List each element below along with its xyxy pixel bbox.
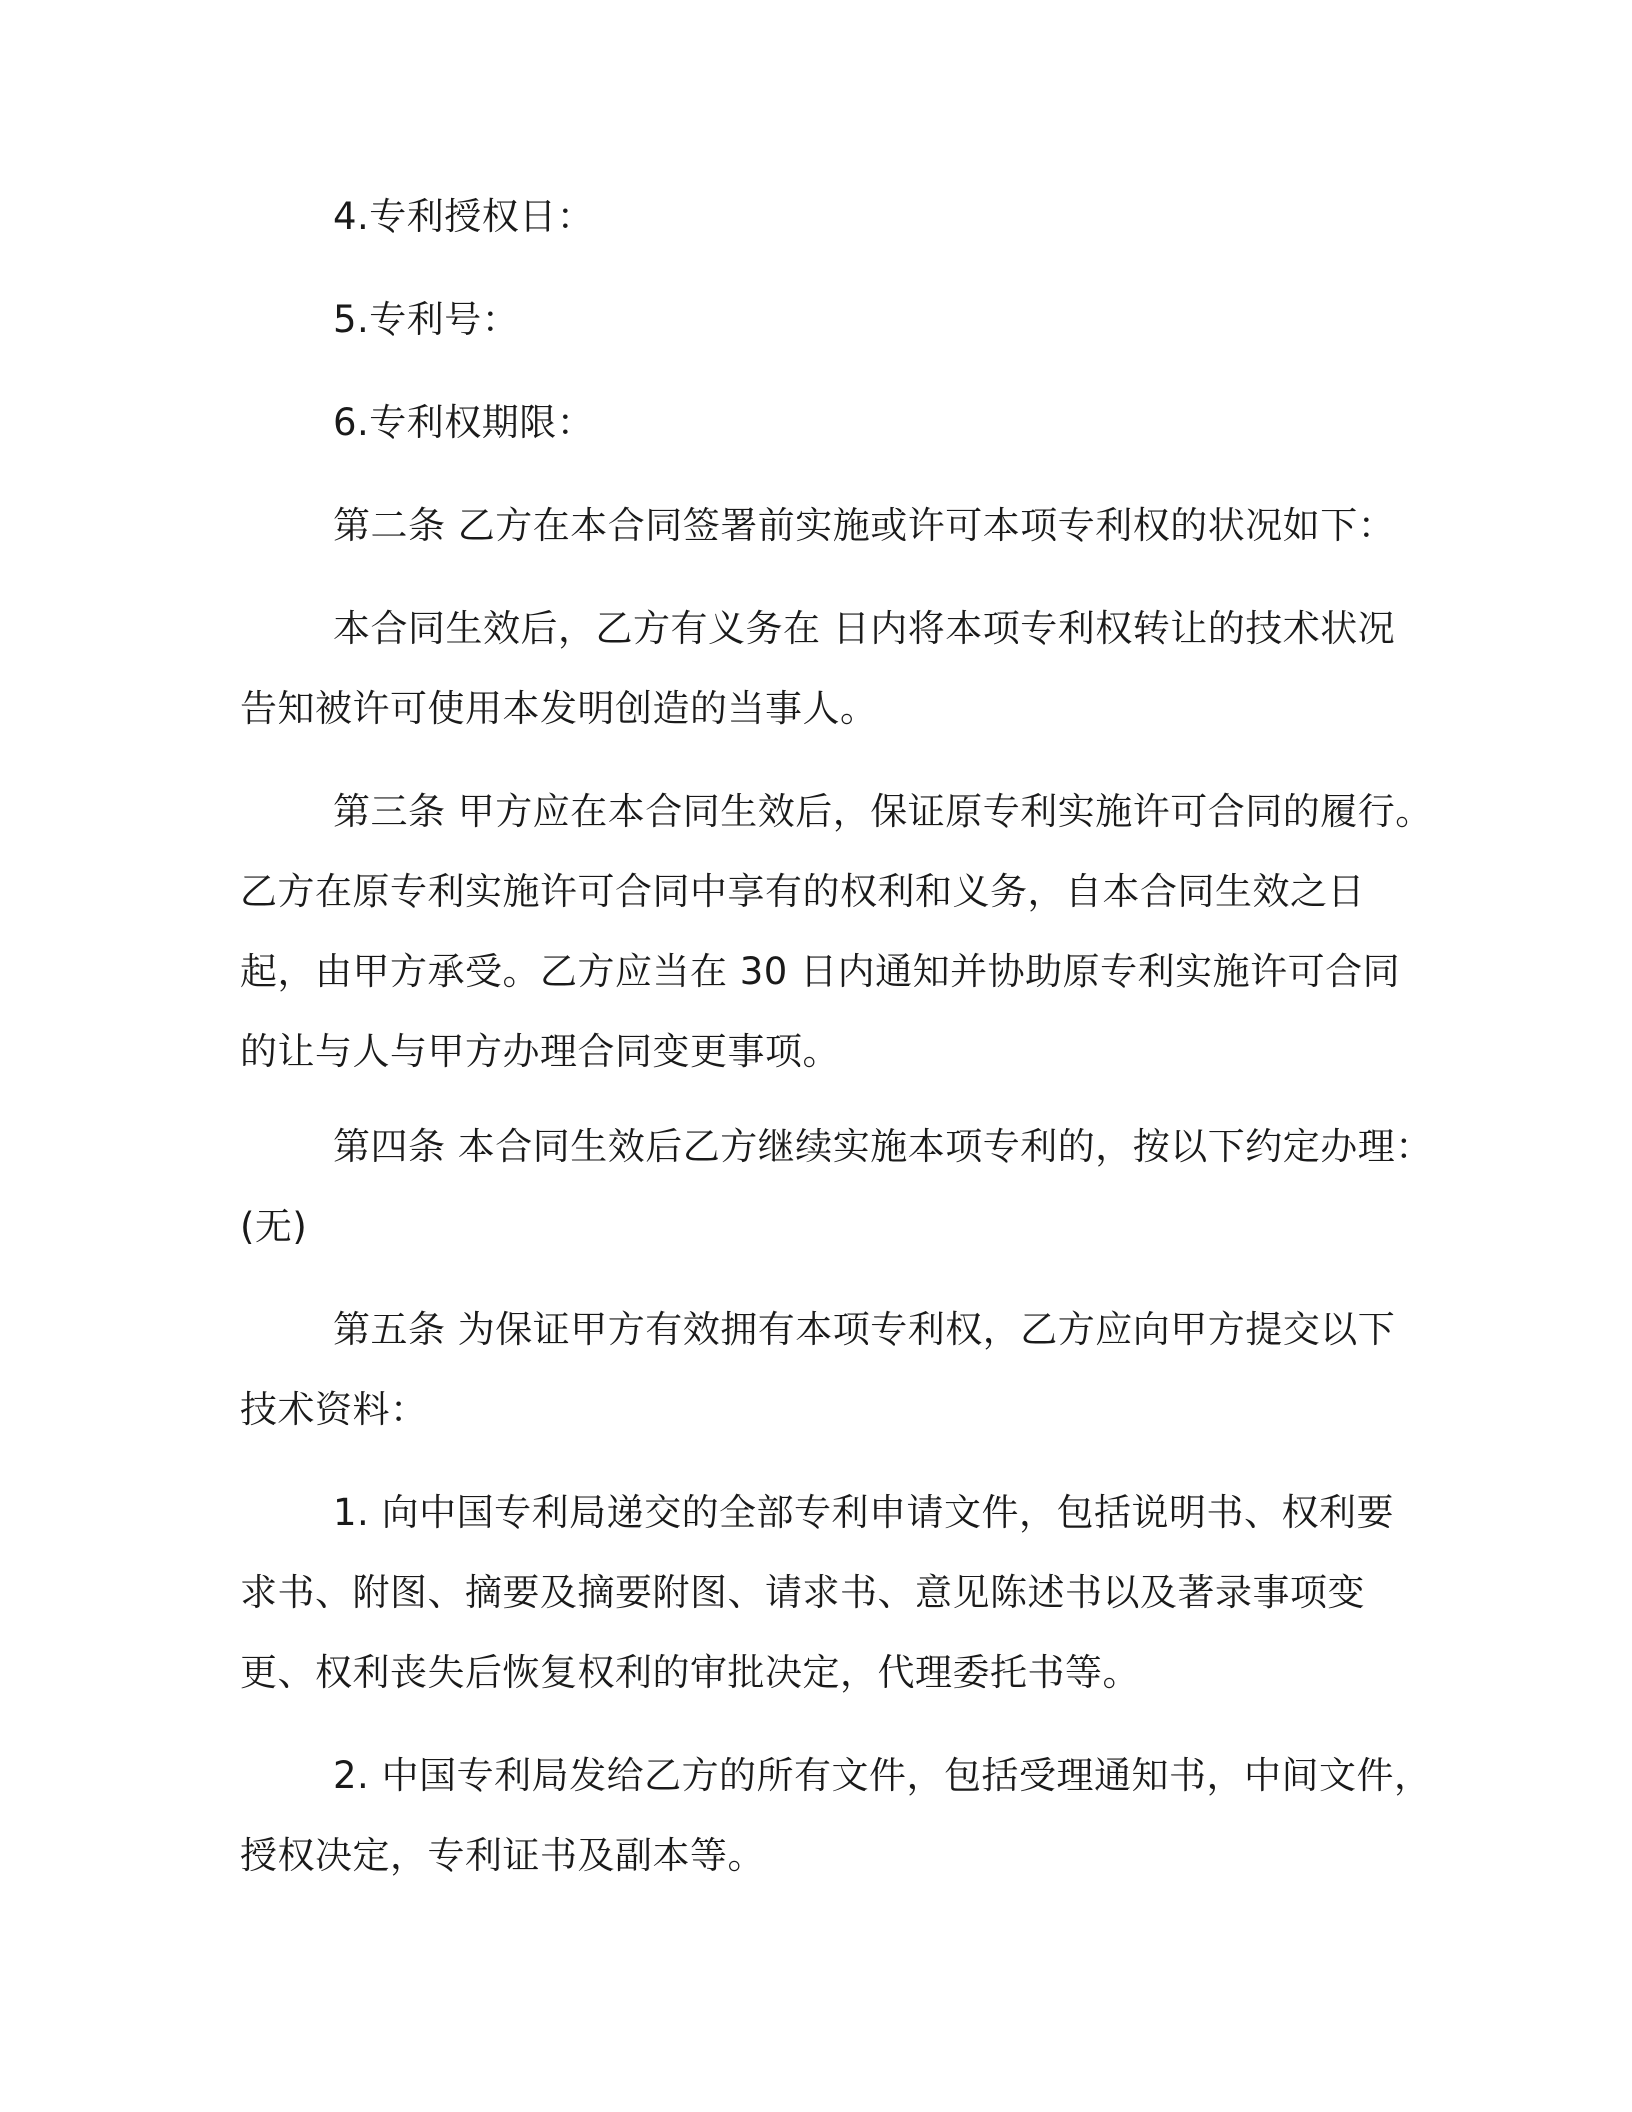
- article-3-line-1: 第三条 甲方应在本合同生效后，保证原专利实施许可合同的履行。: [333, 790, 1433, 833]
- article-4-line-2: (无): [240, 1205, 308, 1248]
- notice-paragraph-line-1: 本合同生效后，乙方有义务在 日内将本项专利权转让的技术状况: [333, 607, 1396, 650]
- article-3-line-3: 起，由甲方承受。乙方应当在 30 日内通知并协助原专利实施许可合同: [240, 950, 1401, 993]
- article-5-line-2: 技术资料：: [240, 1388, 428, 1431]
- list-item-2-line-2: 授权决定，专利证书及副本等。: [240, 1834, 765, 1877]
- article-5-line-1: 第五条 为保证甲方有效拥有本项专利权，乙方应向甲方提交以下: [333, 1308, 1396, 1351]
- article-2-line-1: 第二条 乙方在本合同签署前实施或许可本项专利权的状况如下：: [333, 504, 1396, 547]
- article-3-line-4: 的让与人与甲方办理合同变更事项。: [240, 1030, 840, 1073]
- list-item-1-line-2: 求书、附图、摘要及摘要附图、请求书、意见陈述书以及著录事项变: [240, 1571, 1365, 1614]
- item-patent-number: 5.专利号：: [333, 298, 520, 341]
- list-item-2-line-1: 2. 中国专利局发给乙方的所有文件，包括受理通知书，中间文件，: [333, 1754, 1432, 1797]
- article-4-line-1: 第四条 本合同生效后乙方继续实施本项专利的，按以下约定办理：: [333, 1125, 1433, 1168]
- item-patent-grant-date: 4.专利授权日：: [333, 195, 595, 238]
- notice-paragraph-line-2: 告知被许可使用本发明创造的当事人。: [240, 687, 878, 730]
- list-item-1-line-3: 更、权利丧失后恢复权利的审批决定，代理委托书等。: [240, 1651, 1140, 1694]
- item-patent-term: 6.专利权期限：: [333, 401, 595, 444]
- list-item-1-line-1: 1. 向中国专利局递交的全部专利申请文件，包括说明书、权利要: [333, 1491, 1395, 1534]
- article-3-line-2: 乙方在原专利实施许可合同中享有的权利和义务，自本合同生效之日: [240, 870, 1365, 913]
